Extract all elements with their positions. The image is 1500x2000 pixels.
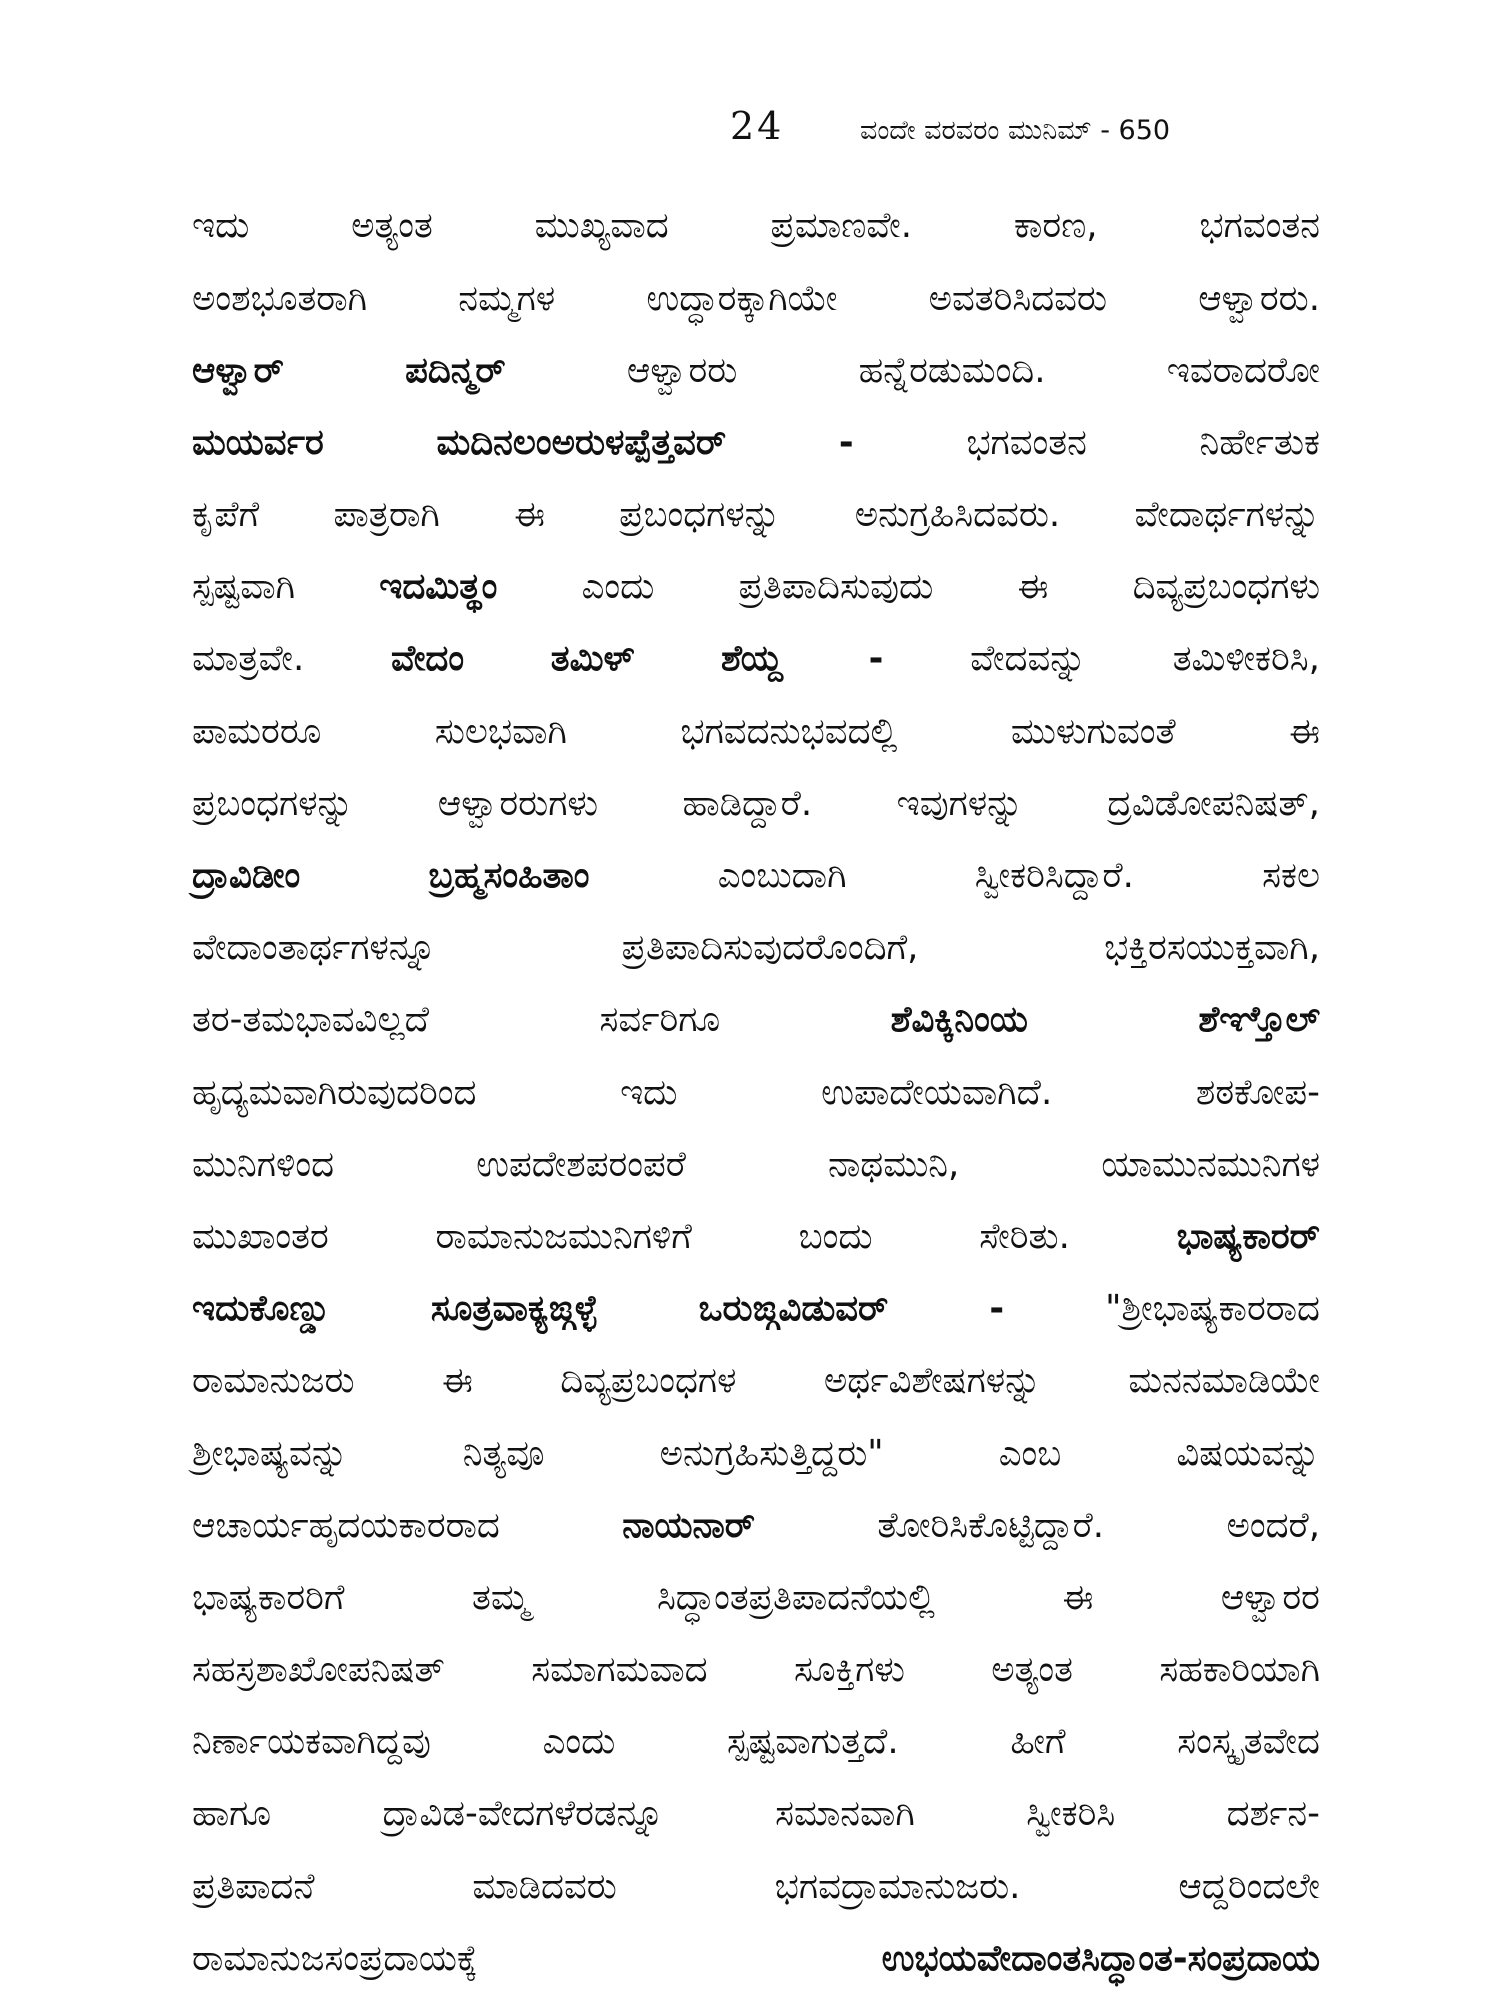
word: ರಾಮಾನುಜಮುನಿಗಳಿಗೆ [435, 1215, 692, 1257]
word: ಅನುಗ್ರಹಿಸುತ್ತಿದ್ದರು" [659, 1432, 884, 1474]
word: ಬಂದು [798, 1215, 873, 1257]
word: ವೇದಾರ್ಥಗಳನ್ನು [1134, 494, 1320, 536]
word: ಈ [1017, 566, 1049, 608]
text-line [192, 262, 1320, 334]
word: ಸರ್ವರಿಗೂ [599, 999, 721, 1041]
word: ಅತ್ಯಂತ [991, 1649, 1073, 1691]
bold-term: ನಾಯನಾರ್ [622, 1504, 756, 1546]
text-line [192, 407, 1320, 479]
word: ಹಾಡಿದ್ದಾರೆ. [682, 782, 813, 824]
word: ವಿಷಯವನ್ನು [1176, 1432, 1320, 1474]
word: ಭಾಷ್ಯಕಾರರಿಗೆ [192, 1576, 345, 1618]
word: ತಮಿಳೀಕರಿಸಿ, [1172, 638, 1320, 680]
word: ನಿರ್ಣಾಯಕವಾಗಿದ್ದವು [192, 1721, 431, 1763]
text-line [192, 1706, 1320, 1778]
bold-term: ಶೆಯ್ದ [721, 638, 782, 680]
word: ಪ್ರತಿಪಾದಿಸುವುದು [738, 566, 934, 608]
word: ಅತ್ಯಂತ [351, 205, 433, 247]
bold-term: ಸೂತ್ರವಾಕ್ಯಙ್ಗಳ್ಳೆ [430, 1288, 598, 1330]
word: ಭಗವಂತನ [1199, 205, 1320, 247]
word: ಕಾರಣ, [1013, 205, 1098, 247]
word: ಸಮಾನವಾಗಿ [775, 1793, 915, 1835]
word: ಸಕಲ [1262, 855, 1320, 897]
body-text [192, 190, 1320, 1995]
word: ವೇದವನ್ನು [970, 638, 1087, 680]
word: ಸ್ವೀಕರಿಸಿದ್ದಾರೆ. [974, 855, 1134, 897]
word: ಸ್ಪಷ್ಟವಾಗಿ [192, 566, 296, 608]
text-line [192, 1489, 1320, 1561]
word: ಭಗವದ್ರಾಮಾನುಜರು. [774, 1865, 1021, 1907]
word: ಯಾಮುನಮುನಿಗಳ [1101, 1143, 1320, 1185]
text-line [192, 1201, 1320, 1273]
word: ಮುಖಾಂತರ [192, 1215, 329, 1257]
text-line [192, 1273, 1320, 1345]
word: ಸಮಾಗಮವಾದ [531, 1649, 708, 1691]
word: ಹನ್ನೆರಡುಮಂದಿ. [858, 349, 1046, 391]
word: ನಾಥಮುನಿ, [828, 1143, 960, 1185]
word: ಮಾತ್ರವೇ. [192, 638, 305, 680]
word: ಮುನಿಗಳಿಂದ [192, 1143, 335, 1185]
word: ಅಂದರೆ, [1226, 1504, 1320, 1546]
word: ಈ [1062, 1576, 1094, 1618]
word: ಸುಲಭವಾಗಿ [434, 710, 567, 752]
word: ದ್ರವಿಡೋಪನಿಷತ್, [1107, 782, 1320, 824]
word: ಶ್ರೀಭಾಷ್ಯವನ್ನು [192, 1432, 348, 1474]
text-line [192, 695, 1320, 767]
bold-term: ಶೆವಿಕ್ಕಿನಿಂಯ [890, 999, 1028, 1041]
word: ಉಪದೇಶಪರಂಪರೆ [476, 1143, 686, 1185]
text-line [192, 1778, 1320, 1850]
text-line [192, 479, 1320, 551]
word: ತೋರಿಸಿಕೊಟ್ಟಿದ್ದಾರೆ. [877, 1504, 1105, 1546]
word: ದಿವ್ಯಪ್ರಬಂಧಗಳ [560, 1360, 737, 1402]
word: ಅಂಶಭೂತರಾಗಿ [192, 277, 368, 319]
word: ಹೀಗೆ [1010, 1721, 1066, 1763]
text-line [192, 984, 1320, 1056]
word: ಅರ್ಥವಿಶೇಷಗಳನ್ನು [823, 1360, 1041, 1402]
word: ದರ್ಶನ- [1226, 1793, 1320, 1835]
bold-term: - [838, 421, 854, 463]
bold-term: ಭಾಷ್ಯಕಾರರ್ [1176, 1215, 1320, 1257]
word: ಉಪಾದೇಯವಾಗಿದೆ. [821, 1071, 1053, 1113]
bold-term: ಬ್ರಹ್ಮಸಂಹಿತಾಂ [428, 855, 590, 897]
word: ಆದ್ದರಿಂದಲೇ [1178, 1865, 1320, 1907]
running-title: ವಂದೇ ವರವರಂ ಮುನಿಮ್ - 650 [860, 115, 1171, 146]
word: ಈ [1289, 710, 1320, 752]
word: ಅವತರಿಸಿದವರು [928, 277, 1107, 319]
word: ಆಚಾರ್ಯಹೃದಯಕಾರರಾದ [192, 1504, 500, 1546]
bold-term: - [868, 638, 884, 680]
word: ಆಳ್ವಾರರು. [1198, 277, 1320, 319]
word: ಸಂಸ್ಕೃತವೇದ [1177, 1721, 1320, 1763]
word: ಪಾತ್ರರಾಗಿ [333, 494, 440, 536]
word: ರಾಮಾನುಜಸಂಪ್ರದಾಯಕ್ಕೆ [192, 1937, 478, 1979]
word: ಎಂಬುದಾಗಿ [717, 855, 847, 897]
text-line [192, 1562, 1320, 1634]
word: ಪ್ರಬಂಧಗಳನ್ನು [192, 782, 354, 824]
text-line [192, 1128, 1320, 1200]
text-line [192, 1923, 1320, 1995]
word: ಮುಖ್ಯವಾದ [534, 205, 669, 247]
word: ಸಹಕಾರಿಯಾಗಿ [1159, 1649, 1320, 1691]
text-line [192, 334, 1320, 406]
word: "ಶ್ರೀಭಾಷ್ಯಕಾರರಾದ [1105, 1288, 1320, 1330]
bold-term: ಇದಮಿತ್ಥಂ [379, 566, 498, 608]
word: ಸಹಸ್ರಶಾಖೋಪನಿಷತ್ [192, 1649, 445, 1691]
word: ಎಂಬ [998, 1432, 1062, 1474]
word: ಮಾಡಿದವರು [472, 1865, 617, 1907]
word: ಪ್ರಮಾಣವೇ. [770, 205, 913, 247]
text-line [192, 1417, 1320, 1489]
word: ದ್ರಾವಿಡ-ವೇದಗಳೆರಡನ್ನೂ [382, 1793, 664, 1835]
word: ಇವುಗಳನ್ನು [896, 782, 1023, 824]
word: ಸ್ವೀಕರಿಸಿ [1026, 1793, 1116, 1835]
word: ಶಠಕೋಪ- [1195, 1071, 1320, 1113]
word: ಹಾಗೂ [192, 1793, 271, 1835]
word: ಇವರಾದರೋ [1166, 349, 1320, 391]
word: ಹೃದ್ಯಮವಾಗಿರುವುದರಿಂದ [192, 1071, 477, 1113]
word: ಈ [442, 1360, 473, 1402]
page-header [730, 104, 1320, 154]
text-line [192, 840, 1320, 912]
word: ಪ್ರತಿಪಾದನೆ [192, 1865, 315, 1907]
word: ಪ್ರಬಂಧಗಳನ್ನು [619, 494, 781, 536]
word: ಆಳ್ವಾರರು [626, 349, 738, 391]
word: ಸಿದ್ಧಾಂತಪ್ರತಿಪಾದನೆಯಲ್ಲಿ [656, 1576, 935, 1618]
bold-term: - [989, 1288, 1005, 1330]
word: ರಾಮಾನುಜರು [192, 1360, 355, 1402]
word: ಆಳ್ವಾರರುಗಳು [437, 782, 598, 824]
word: ಅನುಗ್ರಹಿಸಿದವರು. [854, 494, 1061, 536]
word: ಆಳ್ವಾರರ [1220, 1576, 1320, 1618]
word: ತರ-ತಮಭಾವವಿಲ್ಲದೆ [192, 999, 430, 1041]
text-line [192, 1345, 1320, 1417]
word: ಭಕ್ತಿರಸಯುಕ್ತವಾಗಿ, [1104, 927, 1320, 969]
word: ಎಂದು [542, 1721, 616, 1763]
text-line [192, 1850, 1320, 1922]
word: ತಮ್ಮ [472, 1576, 530, 1618]
text-line [192, 768, 1320, 840]
text-line [192, 551, 1320, 623]
bold-term: ವೇದಂ [391, 638, 465, 680]
bold-term: ಇದುಕೊಣ್ಡು [192, 1288, 330, 1330]
text-line [192, 912, 1320, 984]
word: ಪ್ರತಿಪಾದಿಸುವುದರೊಂದಿಗೆ, [621, 927, 919, 969]
word: ಸೇರಿತು. [979, 1215, 1070, 1257]
text-line [192, 1056, 1320, 1128]
text-line [192, 190, 1320, 262]
word: ಎಂದು [581, 566, 655, 608]
text-line [192, 1634, 1320, 1706]
word: ಭಗವಂತನ [966, 421, 1087, 463]
word: ಸ್ಪಷ್ಟವಾಗುತ್ತದೆ. [727, 1721, 899, 1763]
word: ವೇದಾಂತಾರ್ಥಗಳನ್ನೂ [192, 927, 436, 969]
word: ಇದು [192, 205, 250, 247]
page-number: 24 [730, 104, 785, 148]
bold-term: ತಮಿಳ್ [550, 638, 635, 680]
word: ಕೃಪೆಗೆ [192, 494, 260, 536]
word: ಮುಳುಗುವಂತೆ [1010, 710, 1176, 752]
word: ನಿರ್ಹೇತುಕ [1199, 421, 1320, 463]
word: ಈ [514, 494, 545, 536]
bold-term: ಆಳ್ವಾರ್ [192, 349, 284, 391]
bold-term: ಉಭಯವೇದಾಂತಸಿದ್ಧಾಂತ-ಸಂಪ್ರದಾಯ [881, 1937, 1320, 1979]
bold-term: ಶೆಞ್ತೊಲ್ [1198, 999, 1320, 1041]
word: ಉದ್ಧಾರಕ್ಕಾಗಿಯೇ [646, 277, 838, 319]
word: ಪಾಮರರೂ [192, 710, 322, 752]
word: ಮನನಮಾಡಿಯೇ [1128, 1360, 1320, 1402]
word: ದಿವ್ಯಪ್ರಬಂಧಗಳು [1132, 566, 1320, 608]
word: ಭಗವದನುಭವದಲ್ಲಿ [680, 710, 898, 752]
bold-term: ಒರುಙ್ಗವಿಡುವರ್ [698, 1288, 889, 1330]
bold-term: ಮದಿನಲಂಅರುಳಪ್ಪೆತ್ತವರ್ [436, 421, 727, 463]
bold-term: ದ್ರಾವಿಡೀಂ [192, 855, 301, 897]
bold-term: ಪದಿನ್ಮರ್ [405, 349, 506, 391]
word: ಸೂಕ್ತಿಗಳು [794, 1649, 905, 1691]
word: ನಿತ್ಯವೂ [462, 1432, 545, 1474]
bold-term: ಮಯರ್ವರ [192, 421, 324, 463]
text-line [192, 623, 1320, 695]
word: ಇದು [620, 1071, 678, 1113]
word: ನಮ್ಮಗಳ [458, 277, 556, 319]
